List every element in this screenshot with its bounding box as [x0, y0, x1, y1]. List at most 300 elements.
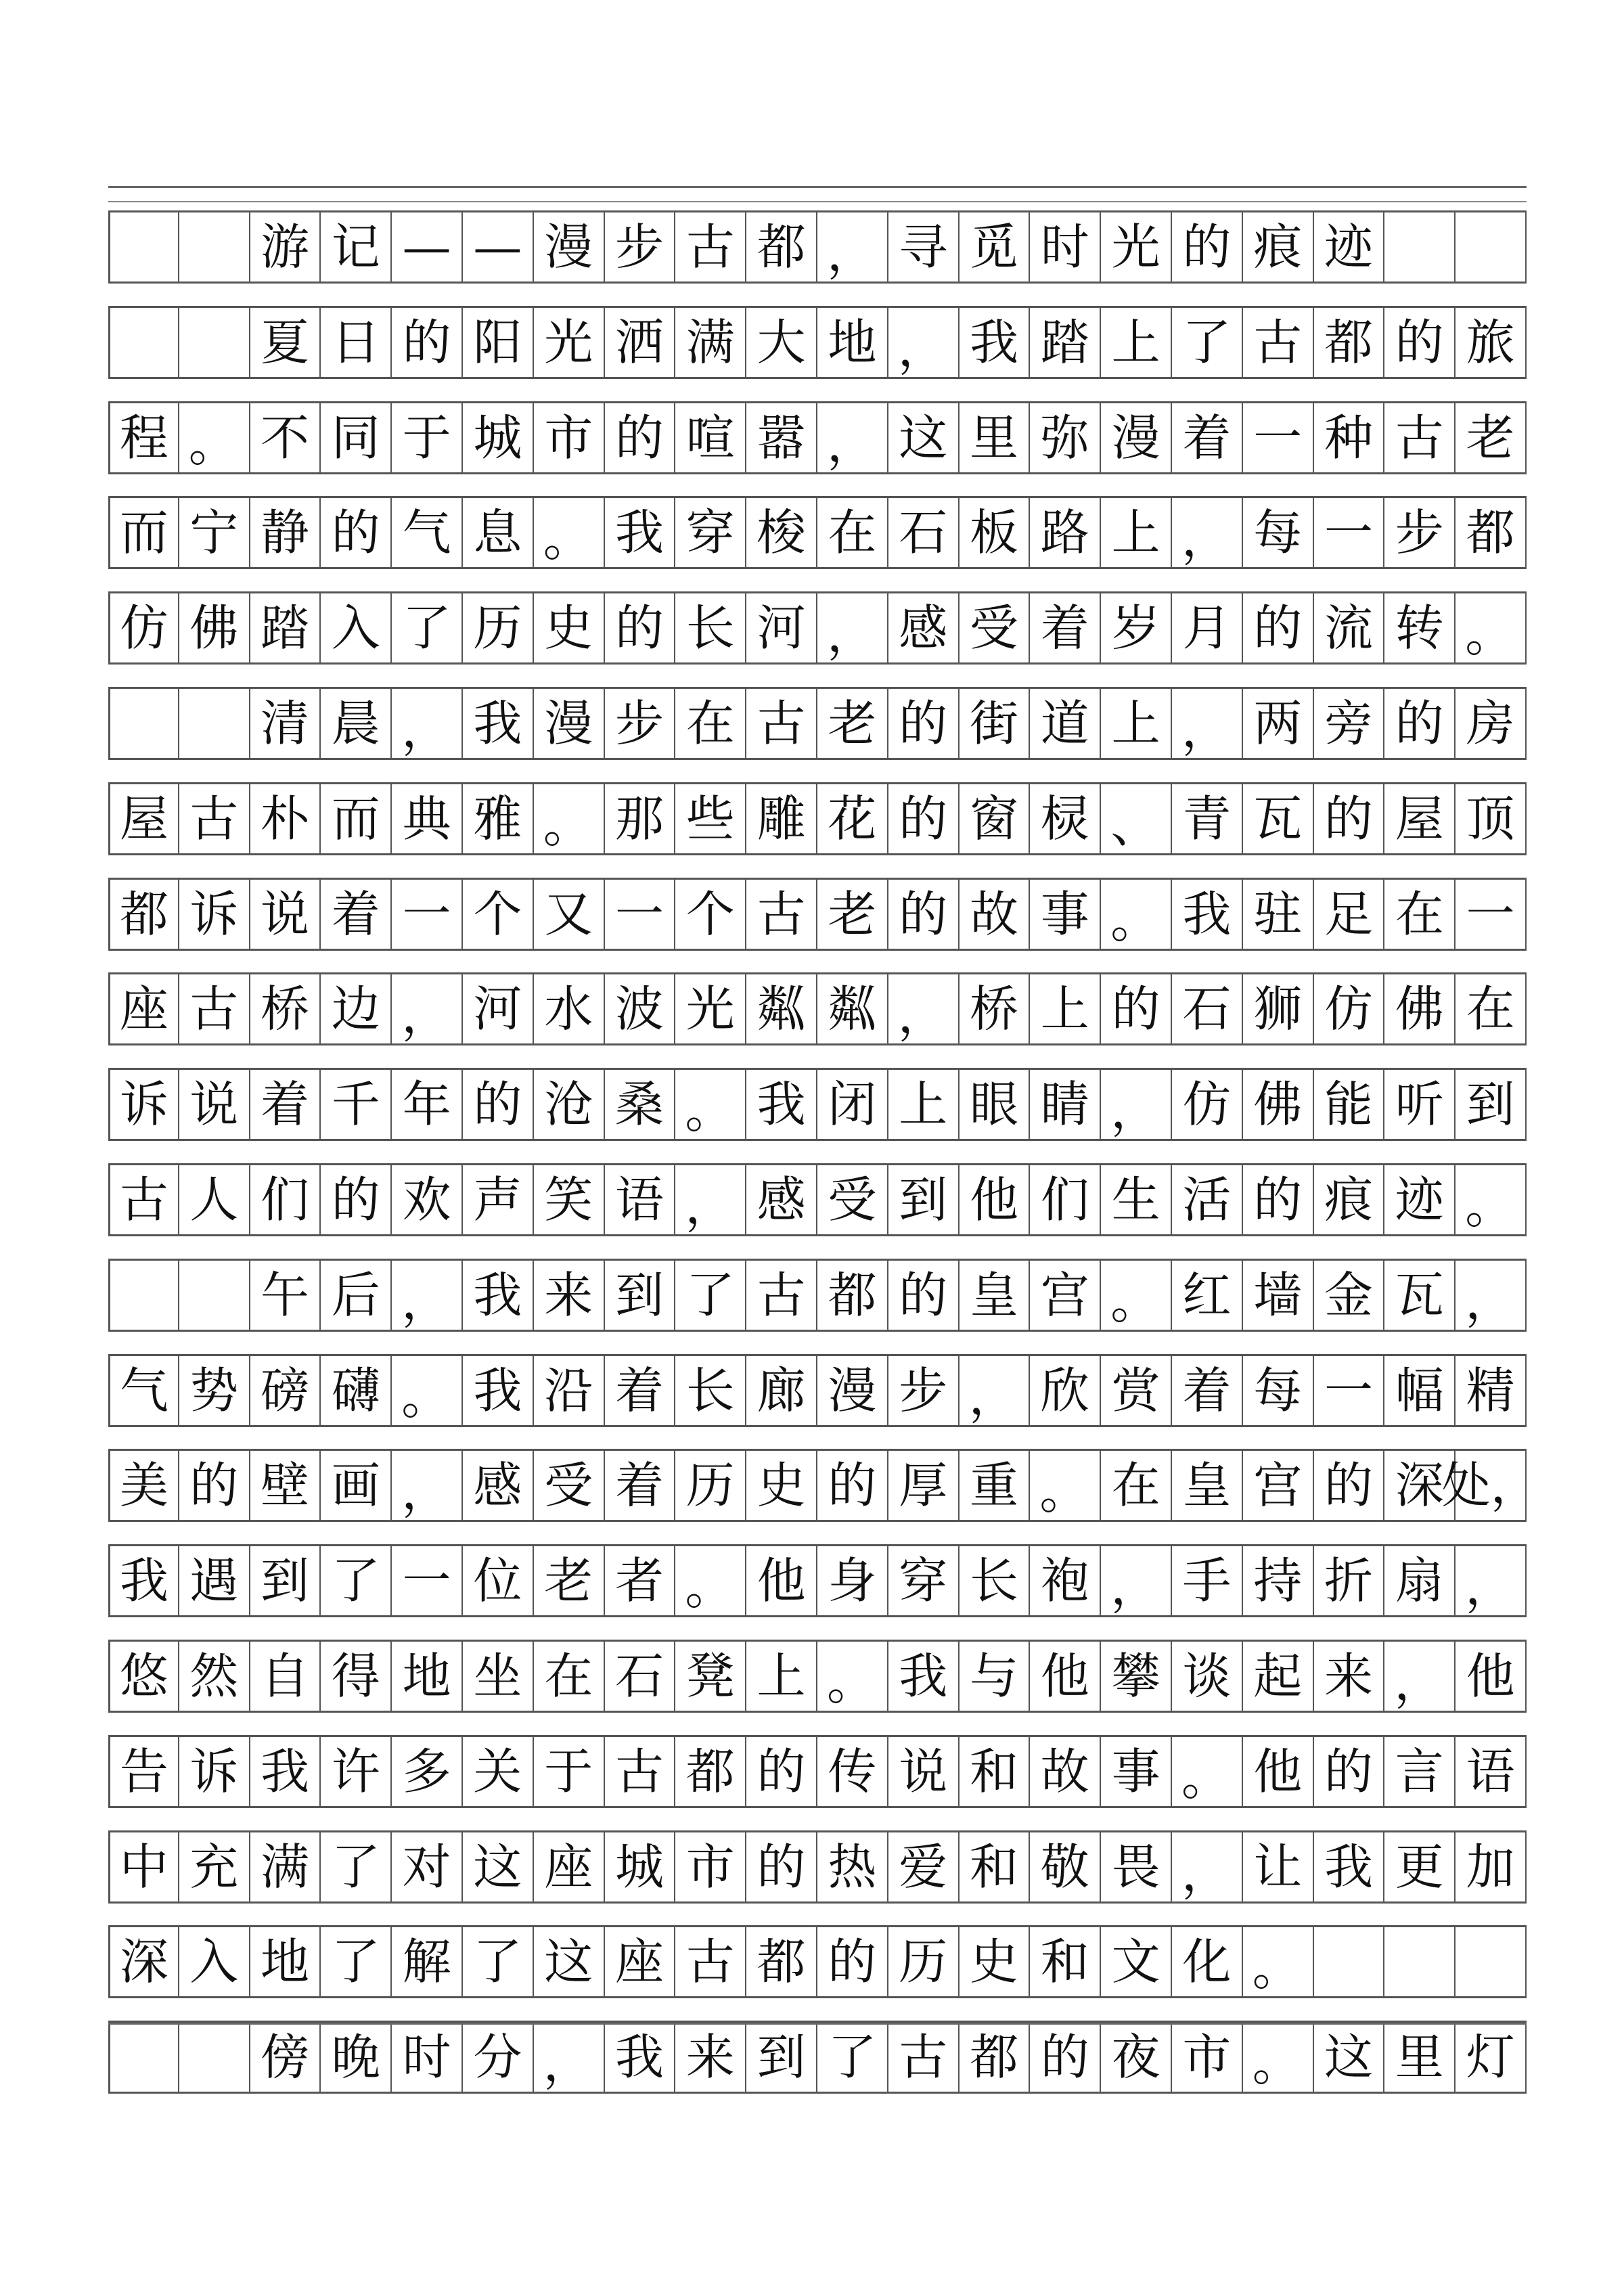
grid-cell: 个 — [675, 880, 746, 949]
grid-cell: 足 — [1314, 880, 1385, 949]
grid-cell: 旁 — [1314, 689, 1385, 758]
grid-cell: 持 — [1243, 1546, 1314, 1615]
grid-cell: 都 — [960, 2023, 1031, 2092]
grid-cell: 古 — [888, 2023, 960, 2092]
grid-cell: ， — [1456, 1546, 1527, 1615]
grid-cell: 在 — [1384, 880, 1456, 949]
grid-row — [108, 1163, 1527, 1236]
grid-cell: 史 — [746, 1451, 817, 1520]
grid-cell: 睛 — [1030, 1070, 1101, 1139]
grid-cell: 漫 — [534, 212, 605, 282]
grid-cell: 听 — [1384, 1070, 1456, 1139]
grid-cell: 大 — [746, 308, 817, 377]
grid-cell: 都 — [1314, 308, 1385, 377]
grid-cell — [179, 212, 250, 282]
grid-cell: 到 — [1456, 1070, 1527, 1139]
grid-cell: 我 — [250, 1737, 321, 1806]
grid-cell: 的 — [746, 1832, 817, 1901]
grid-cell: 转 — [1384, 593, 1456, 662]
grid-cell: 他 — [960, 1165, 1031, 1234]
grid-cell: 里 — [960, 403, 1031, 472]
grid-cell: 加 — [1456, 1832, 1527, 1901]
grid-cell: 幅 — [1384, 1356, 1456, 1425]
grid-cell: 气 — [108, 1356, 179, 1425]
grid-cell: 我 — [960, 308, 1031, 377]
grid-cell: 每 — [1243, 498, 1314, 567]
grid-cell: 爱 — [888, 1832, 960, 1901]
grid-cell: 热 — [817, 1832, 888, 1901]
grid-row — [108, 972, 1527, 1045]
grid-cell: 一 — [1456, 880, 1527, 949]
grid-cell: 身 — [817, 1546, 888, 1615]
grid-cell: 光 — [534, 308, 605, 377]
grid-cell: 了 — [321, 1927, 392, 1996]
grid-cell: 到 — [746, 2023, 817, 2092]
grid-cell: 粼 — [746, 974, 817, 1043]
grid-cell: 波 — [605, 974, 676, 1043]
grid-cell: ， — [534, 2023, 605, 2092]
grid-cell: 关 — [463, 1737, 534, 1806]
grid-cell: 了 — [321, 1546, 392, 1615]
grid-cell: 在 — [1101, 1451, 1172, 1520]
grid-cell: 桥 — [250, 974, 321, 1043]
grid-cell: 上 — [746, 1642, 817, 1711]
grid-cell: 痕 — [1314, 1165, 1385, 1234]
grid-cell: ， — [392, 1261, 463, 1330]
grid-cell: 在 — [534, 1642, 605, 1711]
grid-cell: 窗 — [960, 784, 1031, 853]
grid-cell: 在 — [1456, 974, 1527, 1043]
grid-cell: 觅 — [960, 212, 1031, 282]
grid-cell: 时 — [1030, 212, 1101, 282]
grid-cell: 与 — [960, 1642, 1031, 1711]
grid-cell — [179, 689, 250, 758]
grid-cell: 寻 — [888, 212, 960, 282]
grid-cell: 的 — [1101, 974, 1172, 1043]
grid-cell: 谈 — [1172, 1642, 1243, 1711]
grid-cell: 受 — [817, 1165, 888, 1234]
grid-cell: 长 — [675, 1356, 746, 1425]
grid-cell: 个 — [463, 880, 534, 949]
grid-cell: 都 — [1456, 498, 1527, 567]
grid-cell: 扇 — [1384, 1546, 1456, 1615]
grid-row — [108, 401, 1527, 474]
grid-cell: ， — [1172, 1832, 1243, 1901]
grid-cell: 地 — [392, 1642, 463, 1711]
grid-cell: 畏 — [1101, 1832, 1172, 1901]
grid-cell: 。 — [1456, 1165, 1527, 1234]
grid-cell: 悠 — [108, 1642, 179, 1711]
grid-cell: 的 — [888, 784, 960, 853]
grid-cell: 老 — [817, 689, 888, 758]
grid-cell: 市 — [1172, 2023, 1243, 2092]
grid-cell: 日 — [321, 308, 392, 377]
grid-cell: 手 — [1172, 1546, 1243, 1615]
grid-cell: 的 — [463, 1070, 534, 1139]
grid-cell: 瓦 — [1384, 1261, 1456, 1330]
grid-cell: 都 — [108, 880, 179, 949]
grid-cell: 屋 — [1384, 784, 1456, 853]
grid-cell: 的 — [817, 1451, 888, 1520]
grid-cell: 棂 — [1030, 784, 1101, 853]
grid-cell: 灯 — [1456, 2023, 1527, 2092]
grid-cell: 着 — [1030, 593, 1101, 662]
grid-cell: 的 — [888, 1261, 960, 1330]
grid-cell: 磅 — [250, 1356, 321, 1425]
grid-cell: 都 — [817, 1261, 888, 1330]
grid-cell: 雕 — [746, 784, 817, 853]
grid-cell: 着 — [321, 880, 392, 949]
grid-cell: 都 — [746, 212, 817, 282]
grid-cell: 美 — [108, 1451, 179, 1520]
grid-cell: 一 — [1243, 403, 1314, 472]
grid-cell: 皇 — [1172, 1451, 1243, 1520]
grid-cell: 古 — [179, 784, 250, 853]
grid-cell: 诉 — [179, 1737, 250, 1806]
grid-cell: 言 — [1384, 1737, 1456, 1806]
grid-cell: 宫 — [1243, 1451, 1314, 1520]
grid-cell: 这 — [463, 1832, 534, 1901]
grid-cell: 顶 — [1456, 784, 1527, 853]
grid-cell: 的 — [321, 1165, 392, 1234]
grid-cell: 精 — [1456, 1356, 1527, 1425]
grid-cell: 道 — [1030, 689, 1101, 758]
grid-cell: 史 — [534, 593, 605, 662]
grid-cell: 朴 — [250, 784, 321, 853]
grid-cell: 时 — [392, 2023, 463, 2092]
grid-cell: 古 — [746, 1261, 817, 1330]
grid-cell: 花 — [817, 784, 888, 853]
grid-cell: 气 — [392, 498, 463, 567]
grid-cell — [179, 2023, 250, 2092]
grid-cell: 赏 — [1101, 1356, 1172, 1425]
grid-cell: 古 — [108, 1165, 179, 1234]
grid-cell: 我 — [463, 689, 534, 758]
grid-cell: 感 — [888, 593, 960, 662]
grid-cell: 老 — [817, 880, 888, 949]
grid-cell — [1384, 212, 1456, 282]
grid-cell: 在 — [675, 689, 746, 758]
grid-cell: 和 — [1030, 1927, 1101, 1996]
grid-row — [108, 1925, 1527, 1998]
grid-cell: 的 — [888, 689, 960, 758]
grid-cell: 同 — [321, 403, 392, 472]
grid-cell: 上 — [1101, 689, 1172, 758]
grid-cell: 步 — [888, 1356, 960, 1425]
grid-cell — [1314, 1927, 1385, 1996]
grid-cell: 眼 — [960, 1070, 1031, 1139]
grid-cell: 仿 — [1314, 974, 1385, 1043]
grid-row — [108, 496, 1527, 569]
grid-cell: 踏 — [1030, 308, 1101, 377]
grid-cell: 静 — [250, 498, 321, 567]
grid-cell: 受 — [534, 1451, 605, 1520]
grid-row — [108, 1354, 1527, 1427]
grid-row — [108, 591, 1527, 665]
grid-cell: ， — [675, 1165, 746, 1234]
grid-cell: 他 — [1456, 1642, 1527, 1711]
grid-cell: 傍 — [250, 2023, 321, 2092]
grid-cell: 历 — [675, 1451, 746, 1520]
grid-cell: 狮 — [1243, 974, 1314, 1043]
grid-cell: 来 — [1314, 1642, 1385, 1711]
grid-cell: 光 — [675, 974, 746, 1043]
grid-cell: ， — [392, 974, 463, 1043]
grid-cell: 游 — [250, 212, 321, 282]
grid-cell: 青 — [1172, 784, 1243, 853]
grid-cell: 长 — [675, 593, 746, 662]
grid-cell: ， — [1172, 498, 1243, 567]
grid-cell: 了 — [321, 1832, 392, 1901]
grid-cell: 古 — [1243, 308, 1314, 377]
grid-cell: 文 — [1101, 1927, 1172, 1996]
grid-cell: 我 — [605, 2023, 676, 2092]
grid-cell: 而 — [108, 498, 179, 567]
grid-cell: 告 — [108, 1737, 179, 1806]
grid-cell: 古 — [605, 1737, 676, 1806]
grid-cell: 这 — [534, 1927, 605, 1996]
grid-cell: 生 — [1101, 1165, 1172, 1234]
grid-cell: 们 — [250, 1165, 321, 1234]
grid-cell: 一 — [1314, 498, 1385, 567]
grid-cell: 化 — [1172, 1927, 1243, 1996]
grid-cell: 光 — [1101, 212, 1172, 282]
grid-cell: 路 — [1030, 498, 1101, 567]
grid-cell: 欣 — [1030, 1356, 1101, 1425]
grid-cell: 说 — [179, 1070, 250, 1139]
grid-cell: 午 — [250, 1261, 321, 1330]
grid-cell — [1456, 1927, 1527, 1996]
grid-cell: 的 — [605, 593, 676, 662]
grid-row — [108, 210, 1527, 284]
grid-cell: 步 — [1384, 498, 1456, 567]
grid-cell: 墙 — [1243, 1261, 1314, 1330]
grid-cell: ， — [1101, 1546, 1172, 1615]
grid-cell: 里 — [1384, 2023, 1456, 2092]
grid-cell: 一 — [1314, 1356, 1385, 1425]
grid-cell: 桑 — [605, 1070, 676, 1139]
grid-cell: ， — [817, 593, 888, 662]
grid-cell: 于 — [534, 1737, 605, 1806]
grid-cell: 古 — [675, 212, 746, 282]
grid-cell: 说 — [250, 880, 321, 949]
grid-cell — [108, 212, 179, 282]
grid-cell: 。 — [817, 1642, 888, 1711]
grid-cell: 梭 — [746, 498, 817, 567]
grid-cell — [1456, 212, 1527, 282]
grid-cell: 踏 — [250, 593, 321, 662]
top-spacer-line — [108, 201, 1527, 202]
grid-cell — [108, 1261, 179, 1330]
grid-cell: 。 — [1456, 593, 1527, 662]
grid-cell: 折 — [1314, 1546, 1385, 1615]
grid-cell: 粼 — [817, 974, 888, 1043]
grid-cell: 晚 — [321, 2023, 392, 2092]
grid-cell: 都 — [746, 1927, 817, 1996]
grid-cell: 了 — [392, 593, 463, 662]
grid-cell: 对 — [392, 1832, 463, 1901]
grid-cell: 我 — [1314, 1832, 1385, 1901]
grid-cell: 更 — [1384, 1832, 1456, 1901]
grid-cell: 种 — [1314, 403, 1385, 472]
grid-cell: 古 — [746, 880, 817, 949]
grid-cell: 晨 — [321, 689, 392, 758]
grid-cell: 深 — [1384, 1451, 1456, 1520]
grid-cell: 满 — [675, 308, 746, 377]
grid-cell: 长 — [960, 1546, 1031, 1615]
grid-cell: 我 — [605, 498, 676, 567]
grid-cell: 。 — [675, 1546, 746, 1615]
grid-cell: 喧 — [675, 403, 746, 472]
grid-cell: 又 — [534, 880, 605, 949]
grid-cell: 老 — [1456, 403, 1527, 472]
grid-cell: 他 — [1243, 1737, 1314, 1806]
grid-cell: 河 — [463, 974, 534, 1043]
grid-cell: 欢 — [392, 1165, 463, 1234]
grid-cell: 遇 — [179, 1546, 250, 1615]
grid-cell: 我 — [463, 1261, 534, 1330]
grid-cell: 街 — [960, 689, 1031, 758]
grid-cell: 历 — [463, 593, 534, 662]
grid-cell: 金 — [1314, 1261, 1385, 1330]
grid-cell: 的 — [817, 1927, 888, 1996]
grid-row — [108, 1544, 1527, 1617]
grid-cell — [108, 689, 179, 758]
grid-cell: 事 — [1030, 880, 1101, 949]
grid-cell: 座 — [108, 974, 179, 1043]
grid-cell: 传 — [817, 1737, 888, 1806]
grid-cell: 的 — [1030, 2023, 1101, 2092]
grid-cell: 记 — [321, 212, 392, 282]
grid-cell: 洒 — [605, 308, 676, 377]
grid-cell: — — [463, 212, 534, 282]
grid-cell: 上 — [888, 1070, 960, 1139]
grid-cell: 房 — [1456, 689, 1527, 758]
grid-cell: 感 — [463, 1451, 534, 1520]
grid-cell: 市 — [675, 1832, 746, 1901]
grid-cell: 。 — [1030, 1451, 1101, 1520]
grid-cell: 的 — [1243, 1165, 1314, 1234]
grid-cell: 红 — [1172, 1261, 1243, 1330]
grid-cell: 嚣 — [746, 403, 817, 472]
grid-cell: 我 — [108, 1546, 179, 1615]
grid-cell: 了 — [675, 1261, 746, 1330]
grid-row — [108, 1259, 1527, 1332]
grid-cell: 上 — [1101, 498, 1172, 567]
grid-row — [108, 1735, 1527, 1808]
grid-cell: 敬 — [1030, 1832, 1101, 1901]
grid-cell: 石 — [888, 498, 960, 567]
grid-cell: 典 — [392, 784, 463, 853]
grid-row — [108, 1830, 1527, 1904]
grid-cell: 佛 — [1384, 974, 1456, 1043]
grid-cell: 屋 — [108, 784, 179, 853]
grid-cell: 入 — [179, 1927, 250, 1996]
grid-cell: 我 — [888, 1642, 960, 1711]
grid-cell: 起 — [1243, 1642, 1314, 1711]
grid-cell: 。 — [534, 498, 605, 567]
grid-cell: 、 — [1101, 784, 1172, 853]
grid-cell: 驻 — [1243, 880, 1314, 949]
grid-cell: 到 — [888, 1165, 960, 1234]
grid-row — [108, 2021, 1527, 2094]
grid-cell: 。 — [1243, 2023, 1314, 2092]
grid-row — [108, 1068, 1527, 1141]
grid-cell: 自 — [250, 1642, 321, 1711]
grid-cell: 。 — [675, 1070, 746, 1139]
grid-cell: 语 — [1456, 1737, 1527, 1806]
grid-cell: 这 — [1314, 2023, 1385, 2092]
grid-cell: ， — [888, 974, 960, 1043]
grid-cell: 岁 — [1101, 593, 1172, 662]
grid-cell: 势 — [179, 1356, 250, 1425]
grid-cell: 河 — [746, 593, 817, 662]
grid-cell: 我 — [463, 1356, 534, 1425]
grid-cell: 夜 — [1101, 2023, 1172, 2092]
grid-cell: ， — [888, 308, 960, 377]
grid-cell: 处， — [1456, 1451, 1527, 1520]
grid-cell: 老 — [534, 1546, 605, 1615]
grid-cell: 故 — [960, 880, 1031, 949]
grid-cell: 来 — [534, 1261, 605, 1330]
grid-cell: 佛 — [179, 593, 250, 662]
grid-cell: 迹 — [1314, 212, 1385, 282]
grid-cell: 。 — [1101, 880, 1172, 949]
grid-cell: 石 — [1172, 974, 1243, 1043]
grid-cell: 的 — [179, 1451, 250, 1520]
grid-cell: 。 — [392, 1356, 463, 1425]
grid-cell: 画 — [321, 1451, 392, 1520]
grid-cell: 诉 — [179, 880, 250, 949]
grid-cell: 不 — [250, 403, 321, 472]
manuscript-grid-sheet — [108, 186, 1539, 2092]
grid-cell: 声 — [463, 1165, 534, 1234]
grid-cell: 感 — [746, 1165, 817, 1234]
grid-cell: 凳 — [675, 1642, 746, 1711]
grid-row — [108, 1640, 1527, 1713]
grid-cell: ， — [1101, 1070, 1172, 1139]
grid-cell: 古 — [179, 974, 250, 1043]
grid-cell: 然 — [179, 1642, 250, 1711]
grid-cell: 地 — [817, 308, 888, 377]
grid-cell: 佛 — [1243, 1070, 1314, 1139]
grid-cell — [108, 2023, 179, 2092]
grid-cell: 我 — [746, 1070, 817, 1139]
grid-cell: 的 — [1314, 1737, 1385, 1806]
grid-cell: 的 — [1172, 212, 1243, 282]
grid-cell: 着 — [605, 1451, 676, 1520]
grid-cell: 一 — [392, 880, 463, 949]
grid-cell: 袍 — [1030, 1546, 1101, 1615]
grid-cell: 的 — [888, 880, 960, 949]
grid-cell: 仿 — [108, 593, 179, 662]
grid-cell: ， — [1384, 1642, 1456, 1711]
grid-cell: 了 — [463, 1927, 534, 1996]
grid-cell: 能 — [1314, 1070, 1385, 1139]
grid-cell: 痕 — [1243, 212, 1314, 282]
grid-cell: 闭 — [817, 1070, 888, 1139]
grid-cell: 皇 — [960, 1261, 1031, 1330]
grid-cell: 攀 — [1101, 1642, 1172, 1711]
grid-cell: 阳 — [463, 308, 534, 377]
grid-cell: 许 — [321, 1737, 392, 1806]
grid-cell: 分 — [463, 2023, 534, 2092]
grid-cell: 每 — [1243, 1356, 1314, 1425]
grid-cell: 们 — [1030, 1165, 1101, 1234]
grid-cell: 宫 — [1030, 1261, 1101, 1330]
grid-cell: 者 — [605, 1546, 676, 1615]
grid-cell: 。 — [1101, 1261, 1172, 1330]
